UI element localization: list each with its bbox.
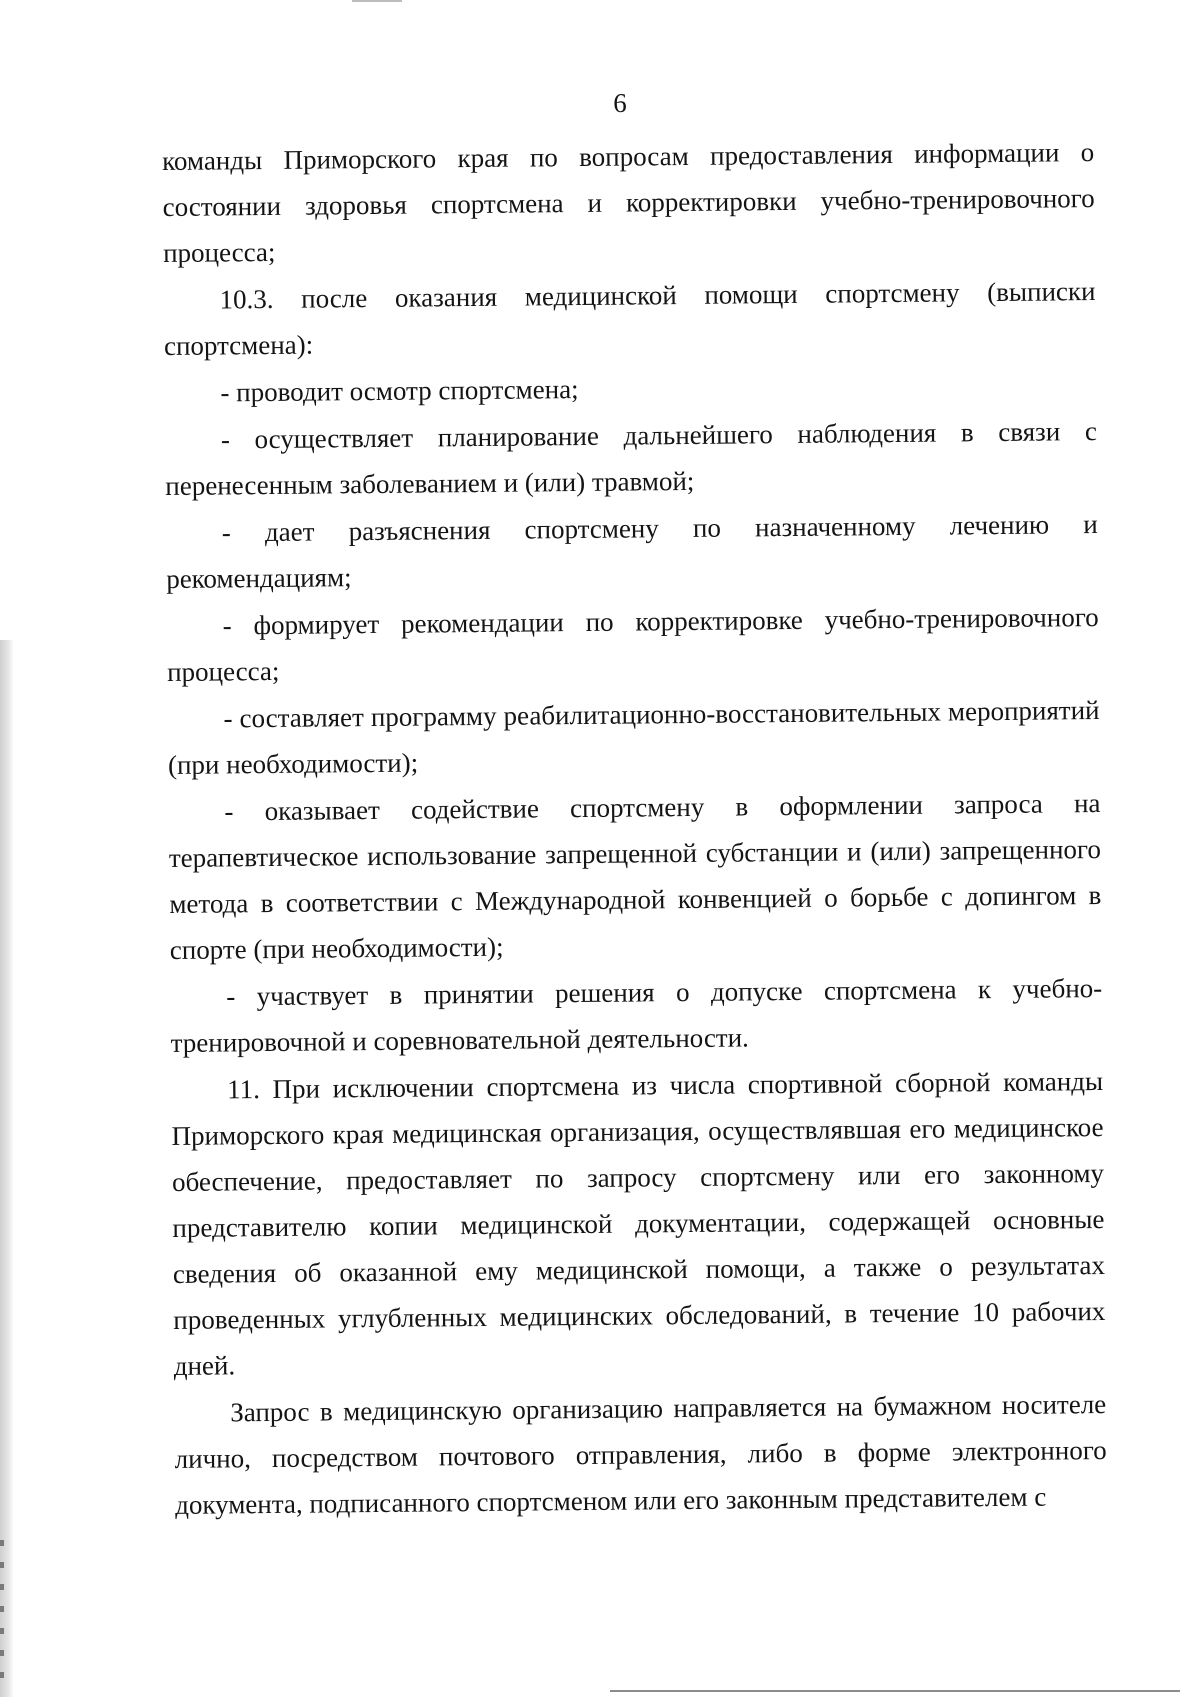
paragraph-request-procedure: Запрос в медицинскую организацию направляется на бумажном носителе лично, посредством почтового отправления, либо в форме электронного документа, подписанного спортсменом или его законным представителем с <box>174 1388 1107 1520</box>
scan-edge-shadow <box>0 640 14 1697</box>
paragraph-clause-11: 11. При исключении спортсмена из числа спортивной сборной команды Приморского края медицинская организация, осуществлявшая его медицинское обеспечение, предоставляет по запросу спортсмену или его законному представителю копии медицинской документации, содержащей основные сведения об оказанной ему медицинской помощи, а также о результатах проведенных углубленных медицинских обследований, в течение 10 рабочих дней. <box>171 1066 1106 1381</box>
scan-artifact-bottom <box>610 1690 1180 1692</box>
list-item-training-recommendations: - формирует рекомендации по корректировке учебно-тренировочного процесса; <box>166 602 1099 687</box>
list-item-therapeutic-use-request: - оказывает содействие спортсмену в оформлении запроса на терапевтическое использование запрещенной субстанции и (или) запрещенного метода в соответствии с Международной конвенцией о борьбе с допингом в спорте (при необходимости); <box>168 788 1102 965</box>
scan-artifact-top <box>352 0 402 2</box>
list-item-observation-planning: - осуществляет планирование дальнейшего наблюдения в связи с перенесенным заболеванием и (или) травмой; <box>165 416 1097 501</box>
list-item-rehabilitation-program: - составляет программу реабилитационно-восстановительных мероприятий (при необходимости); <box>167 695 1100 780</box>
scan-edge-marks <box>0 1540 4 1690</box>
list-item-examination: - проводит осмотр спортсмена; <box>220 374 579 408</box>
paragraph-continuation: команды Приморского края по вопросам предоставления информации о состоянии здоровья спортсмена и корректировки учебно-тренировочного процесса; <box>162 137 1095 268</box>
list-item-explanations: - дает разъяснения спортсмену по назначенному лечению и рекомендациям; <box>166 509 1098 594</box>
page-number: 6 <box>613 88 627 118</box>
document-body <box>162 129 1107 1529</box>
list-item-admission-decision: - участвует в принятии решения о допуске спортсмена к учебно-тренировочной и соревновательной деятельности. <box>170 973 1103 1058</box>
paragraph-clause-10-3: 10.3. после оказания медицинской помощи спортсмену (выписки спортсмена): <box>163 276 1096 361</box>
